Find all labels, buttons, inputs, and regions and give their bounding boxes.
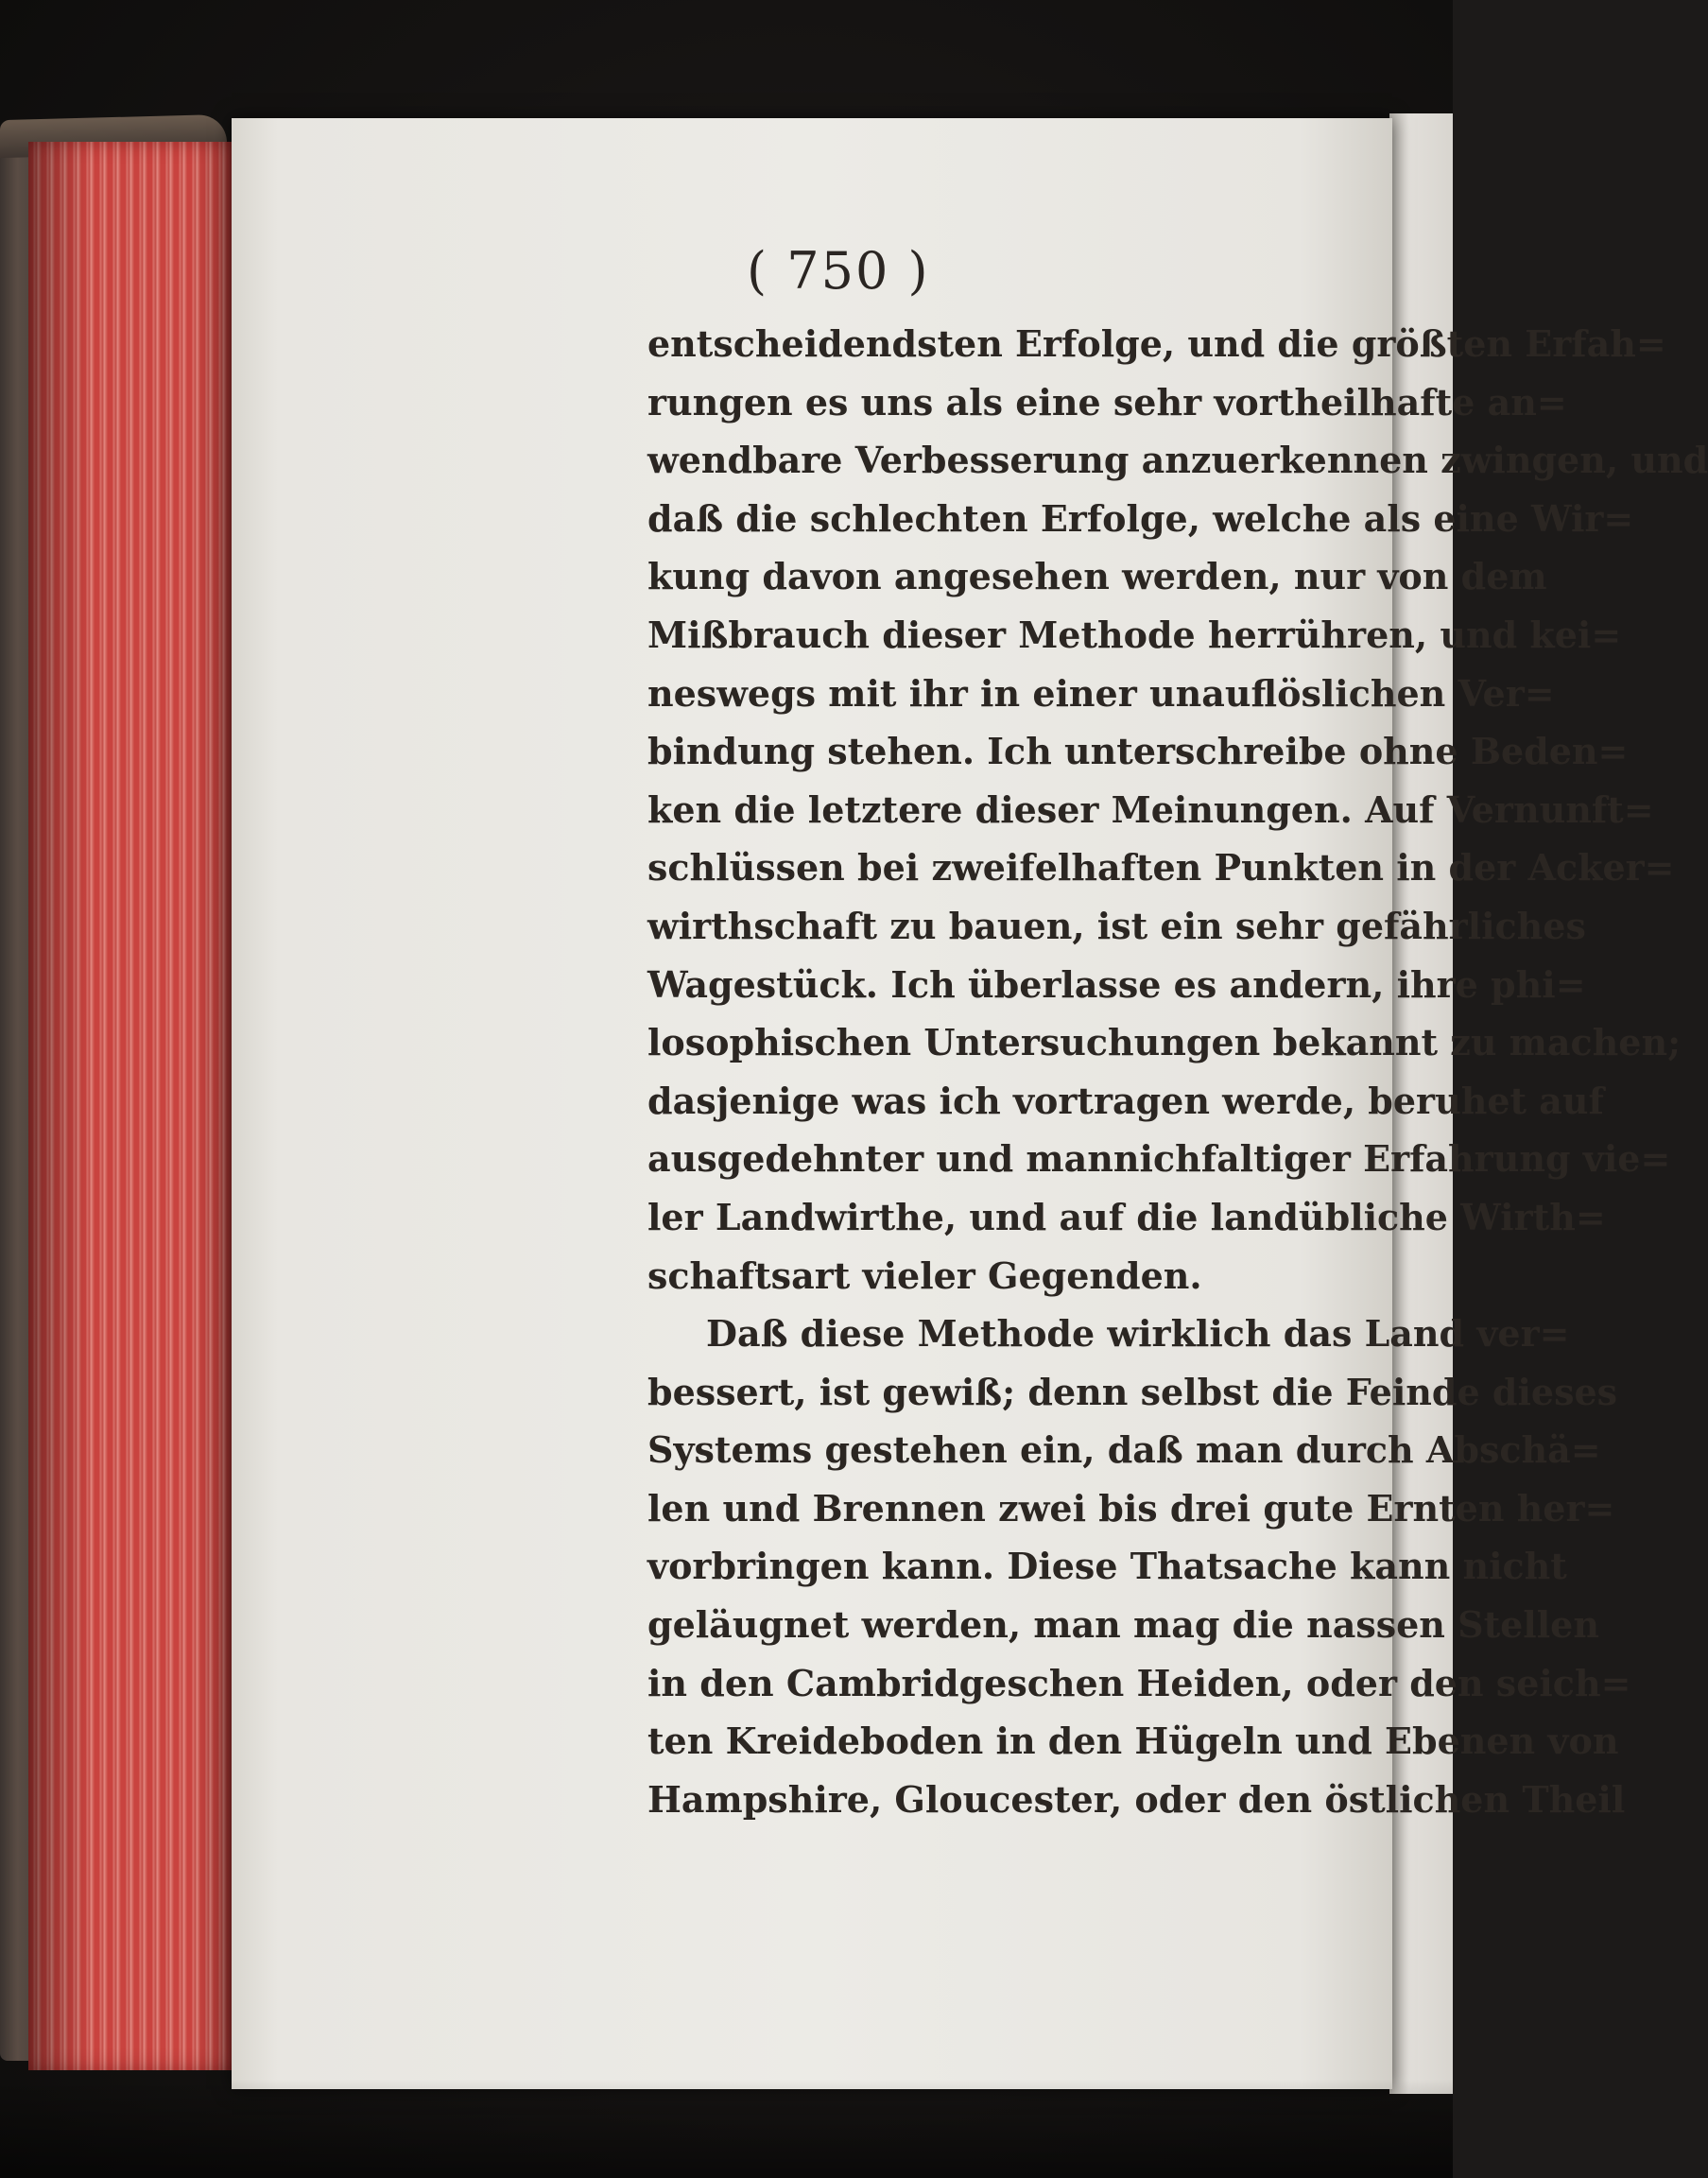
text-line: Mißbrauch dieser Methode herrühren, und kei= [647,613,1622,656]
page-text [647,315,1708,1828]
text-line: losophischen Untersuchungen bekannt zu machen; [647,1021,1682,1064]
bottom-shadow [0,2080,1453,2178]
text-line: daß die schlechten Erfolge, welche als eine Wir= [647,496,1634,540]
red-page-edges [28,142,234,2070]
text-line: vorbringen kann. Diese Thatsache kann nicht [647,1545,1567,1588]
text-line: ler Landwirthe, und auf die landübliche Wirth= [647,1195,1606,1238]
text-line: Daß diese Methode wirklich das Land ver= [706,1312,1570,1356]
text-line: dasjenige was ich vortragen werde, beruhet auf [647,1079,1604,1122]
text-line: in den Cambridgeschen Heiden, oder den seich= [647,1661,1631,1704]
text-line: wendbare Verbesserung anzuerkennen zwingen, und [647,439,1708,482]
book-page [232,118,1708,2089]
text-line: kung davon angesehen werden, nur von dem [647,555,1547,598]
text-line: wirthschaft zu bauen, ist ein sehr gefährliches [647,904,1586,947]
open-book [0,104,1708,2108]
text-line: bindung stehen. Ich unterschreibe ohne Beden= [647,730,1629,773]
text-line: schlüssen bei zweifelhaften Punkten in der Acker= [647,846,1675,890]
text-line: Hampshire, Gloucester, oder den östlichen Theil [647,1777,1626,1821]
text-line: len und Brennen zwei bis drei gute Ernten her= [647,1486,1615,1530]
text-line: bessert, ist gewiß; denn selbst die Feinde dieses [647,1370,1618,1413]
text-line: entscheidendsten Erfolge, und die größten Erfah= [647,322,1666,365]
text-line: ten Kreideboden in den Hügeln und Ebenen von [647,1720,1619,1763]
text-line: Systems gestehen ein, daß man durch Abschä= [647,1428,1601,1472]
text-line: ausgedehnter und mannichfaltiger Erfahrung vie= [647,1137,1671,1181]
text-line: Wagestück. Ich überlasse es andern, ihre phi= [647,962,1586,1006]
text-line: neswegs mit ihr in einer unauflöslichen Ver= [647,671,1555,715]
page-number: ( 750 ) [747,241,930,301]
text-line: schaftsart vieler Gegenden. [647,1253,1202,1297]
text-line: ken die letztere dieser Meinungen. Auf Vernunft= [647,787,1654,831]
text-line: rungen es uns als eine sehr vortheilhafte an= [647,380,1567,424]
text-line: geläugnet werden, man mag die nassen Stellen [647,1603,1599,1647]
